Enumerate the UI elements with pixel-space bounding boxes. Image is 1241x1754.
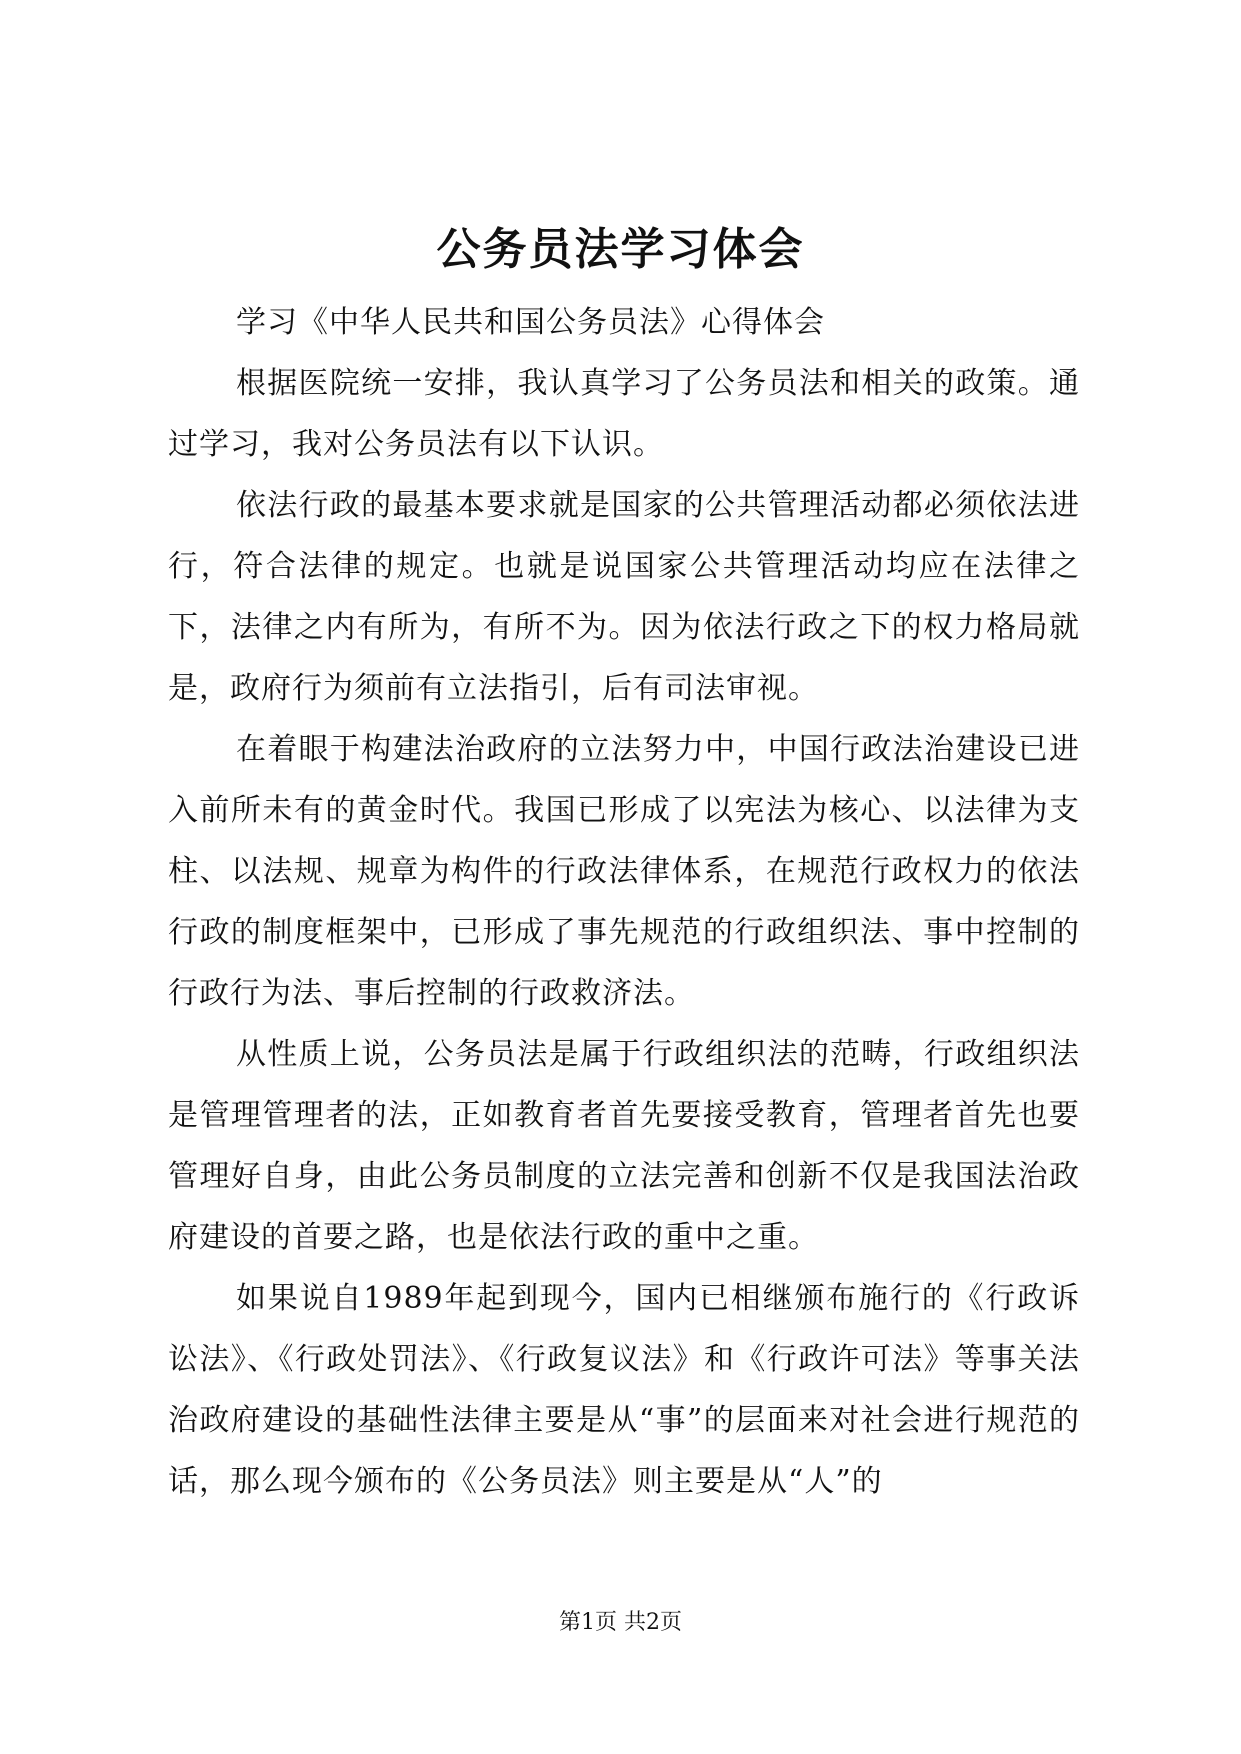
body-paragraph: 依法行政的最基本要求就是国家的公共管理活动都必须依法进行，符合法律的规定。也就是说国家公共管理活动均应在法律之下，法律之内有所为，有所不为。因为依法行政之下的权力格局就是，政府行为须前有立法指引，后有司法审视。 <box>168 488 1080 706</box>
page-number-footer: 第1页 共2页 <box>559 1610 682 1635</box>
subtitle-paragraph: 学习《中华人民共和国公务员法》心得体会 <box>236 305 825 340</box>
document-body <box>168 292 1080 1512</box>
document-title: 公务员法学习体会 <box>436 224 805 275</box>
body-paragraph: 根据医院统一安排，我认真学习了公务员法和相关的政策。通过学习，我对公务员法有以下认识。 <box>168 366 1080 462</box>
body-paragraph: 在着眼于构建法治政府的立法努力中，中国行政法治建设已进入前所未有的黄金时代。我国已形成了以宪法为核心、以法律为支柱、以法规、规章为构件的行政法律体系，在规范行政权力的依法行政的制度框架中，已形成了事先规范的行政组织法、事中控制的行政行为法、事后控制的行政救济法。 <box>168 732 1080 1011</box>
body-paragraph: 如果说自1989年起到现今，国内已相继颁布施行的《行政诉讼法》、《行政处罚法》、《行政复议法》和《行政许可法》等事关法治政府建设的基础性法律主要是从“事”的层面来对社会进行规范的话，那么现今颁布的《公务员法》则主要是从“人”的 <box>168 1281 1080 1499</box>
body-paragraph: 从性质上说，公务员法是属于行政组织法的范畴，行政组织法是管理管理者的法，正如教育者首先要接受教育，管理者首先也要管理好自身，由此公务员制度的立法完善和创新不仅是我国法治政府建设的首要之路，也是依法行政的重中之重。 <box>168 1037 1080 1255</box>
